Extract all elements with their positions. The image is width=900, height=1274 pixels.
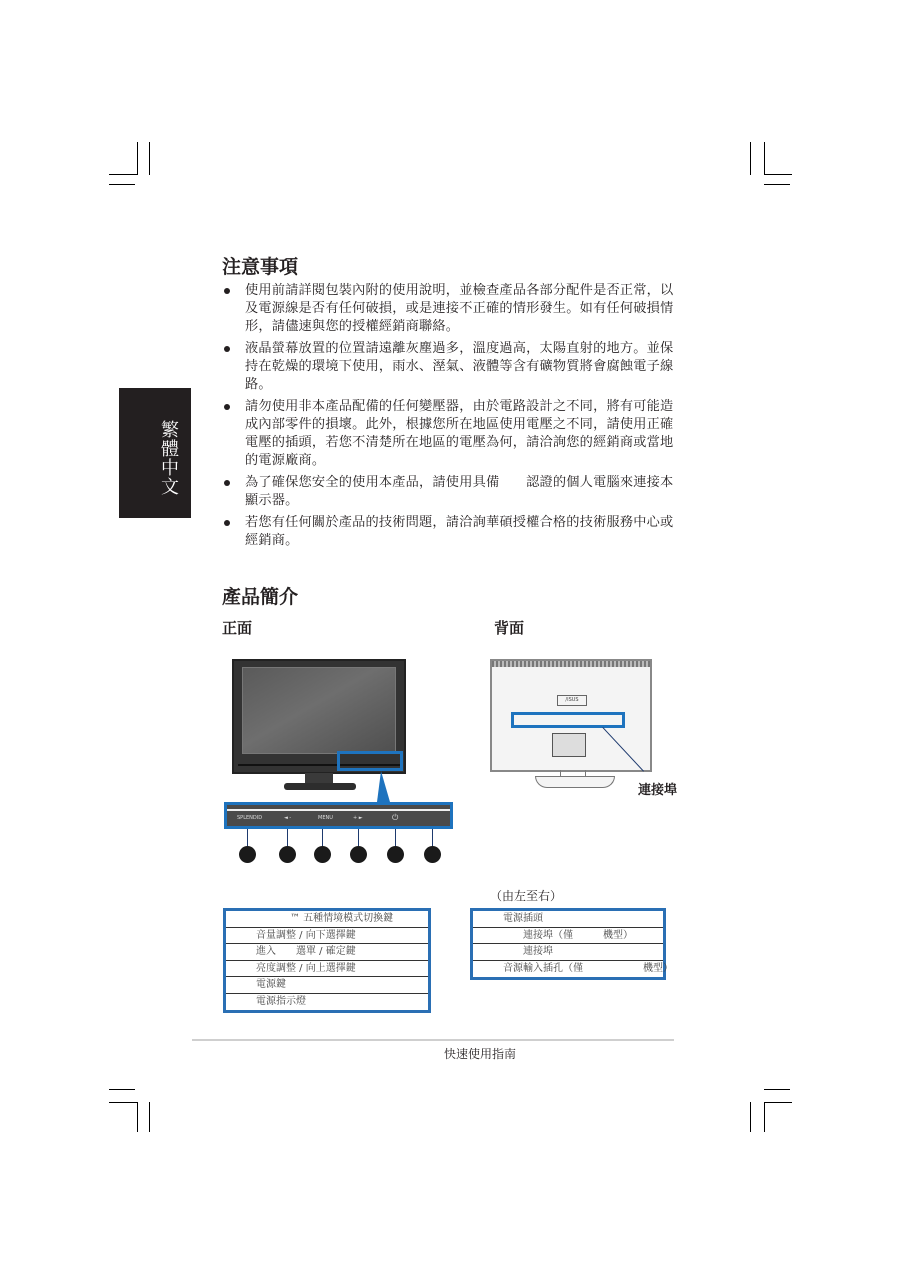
notice-item: 若您有任何關於產品的技術問題，請洽詢華碩授權合格的技術服務中心或經銷商。 [222, 514, 677, 550]
bullet-icon [224, 404, 230, 410]
callout-dot-1 [239, 846, 256, 863]
monitor-stand-base [284, 783, 356, 790]
legend-row: 音量調整 / 向下選擇鍵 [226, 928, 428, 945]
callout-dot-2 [279, 846, 296, 863]
front-legend-table [223, 908, 431, 1013]
back-stand-base [535, 776, 615, 788]
bullet-icon [224, 346, 230, 352]
strip-rail [227, 809, 450, 811]
back-view-label: 背面 [494, 619, 525, 637]
bullet-icon [224, 520, 230, 526]
splendid-button-label: SPLENDID [237, 815, 263, 821]
power-icon: ⏻ [392, 813, 399, 822]
legend-row: 連接埠 [473, 944, 663, 961]
legend-row: 亮度調整 / 向上選擇鍵 [226, 961, 428, 978]
strip-panel [227, 805, 450, 826]
connector-label: 連接埠 [638, 783, 678, 798]
notice-item: 為了確保您安全的使用本產品，請使用具備 認證的個人電腦來連接本顯示器。 [222, 474, 677, 510]
order-note: （由左至右） [490, 889, 563, 903]
legend-row: 電源鍵 [226, 977, 428, 994]
notices-list [222, 282, 677, 554]
legend-row: 音源輸入插孔（僅 機型） [503, 962, 673, 974]
footer-title: 快速使用指南 [443, 1047, 516, 1061]
monitor-screen [242, 667, 396, 754]
bullet-icon [224, 288, 230, 294]
front-view-label: 正面 [222, 619, 253, 637]
bullet-icon [224, 480, 230, 486]
notice-item: 液晶螢幕放置的位置請遠離灰塵過多，溫度過高，太陽直射的地方。並保持在乾燥的環境下使用，雨水、溼氣、液體等含有礦物質將會腐蝕電子線路。 [222, 340, 677, 394]
legend-row: ™ 五種情境模式切換鍵 [226, 911, 428, 928]
brightness-up-button-label: + ► [353, 815, 363, 821]
notice-item: 請勿使用非本產品配備的任何變壓器，由於電路設計之不同，將有可能造成內部零件的損壞。此外，根據您所在地區使用電壓之不同，請使用正確電壓的插頭，若您不清楚所在地區的電壓為何，請洽詢您的經銷商或當地的電源廠商。 [222, 398, 677, 470]
legend-row: 電源指示燈 [256, 995, 306, 1007]
front-buttons-highlight [337, 751, 403, 771]
callout-dot-6 [424, 846, 441, 863]
vent-grille [492, 661, 650, 667]
language-side-tab [119, 388, 191, 518]
callout-dot-4 [350, 846, 367, 863]
menu-button-label: MENU [318, 815, 333, 821]
asus-logo: /ISUS [557, 695, 587, 706]
notice-item: 使用前請詳閱包裝內附的使用說明，並檢查產品各部分配件是否正常，以及電源線是否有任何破損，或是連接不正確的情形發生。如有任何破損情形，請儘速與您的授權經銷商聯絡。 [222, 282, 677, 336]
language-label: 繁體中文 [158, 420, 179, 496]
volume-down-button-label: ◄ - [284, 815, 292, 821]
legend-row: 進入 選單 / 確定鍵 [226, 944, 428, 961]
product-intro-title: 產品簡介 [222, 586, 299, 608]
legend-row: 電源插頭 [473, 911, 663, 928]
back-legend-table [470, 908, 673, 980]
control-button-strip [224, 802, 453, 829]
back-stand-mount [552, 733, 586, 757]
footer-rule [192, 1039, 674, 1041]
connectors-highlight [511, 712, 625, 728]
notices-title: 注意事項 [222, 256, 299, 278]
callout-pointer [377, 771, 390, 802]
callout-dot-3 [314, 846, 331, 863]
legend-row: 連接埠（僅 機型） [473, 928, 663, 945]
callout-dot-5 [387, 846, 404, 863]
